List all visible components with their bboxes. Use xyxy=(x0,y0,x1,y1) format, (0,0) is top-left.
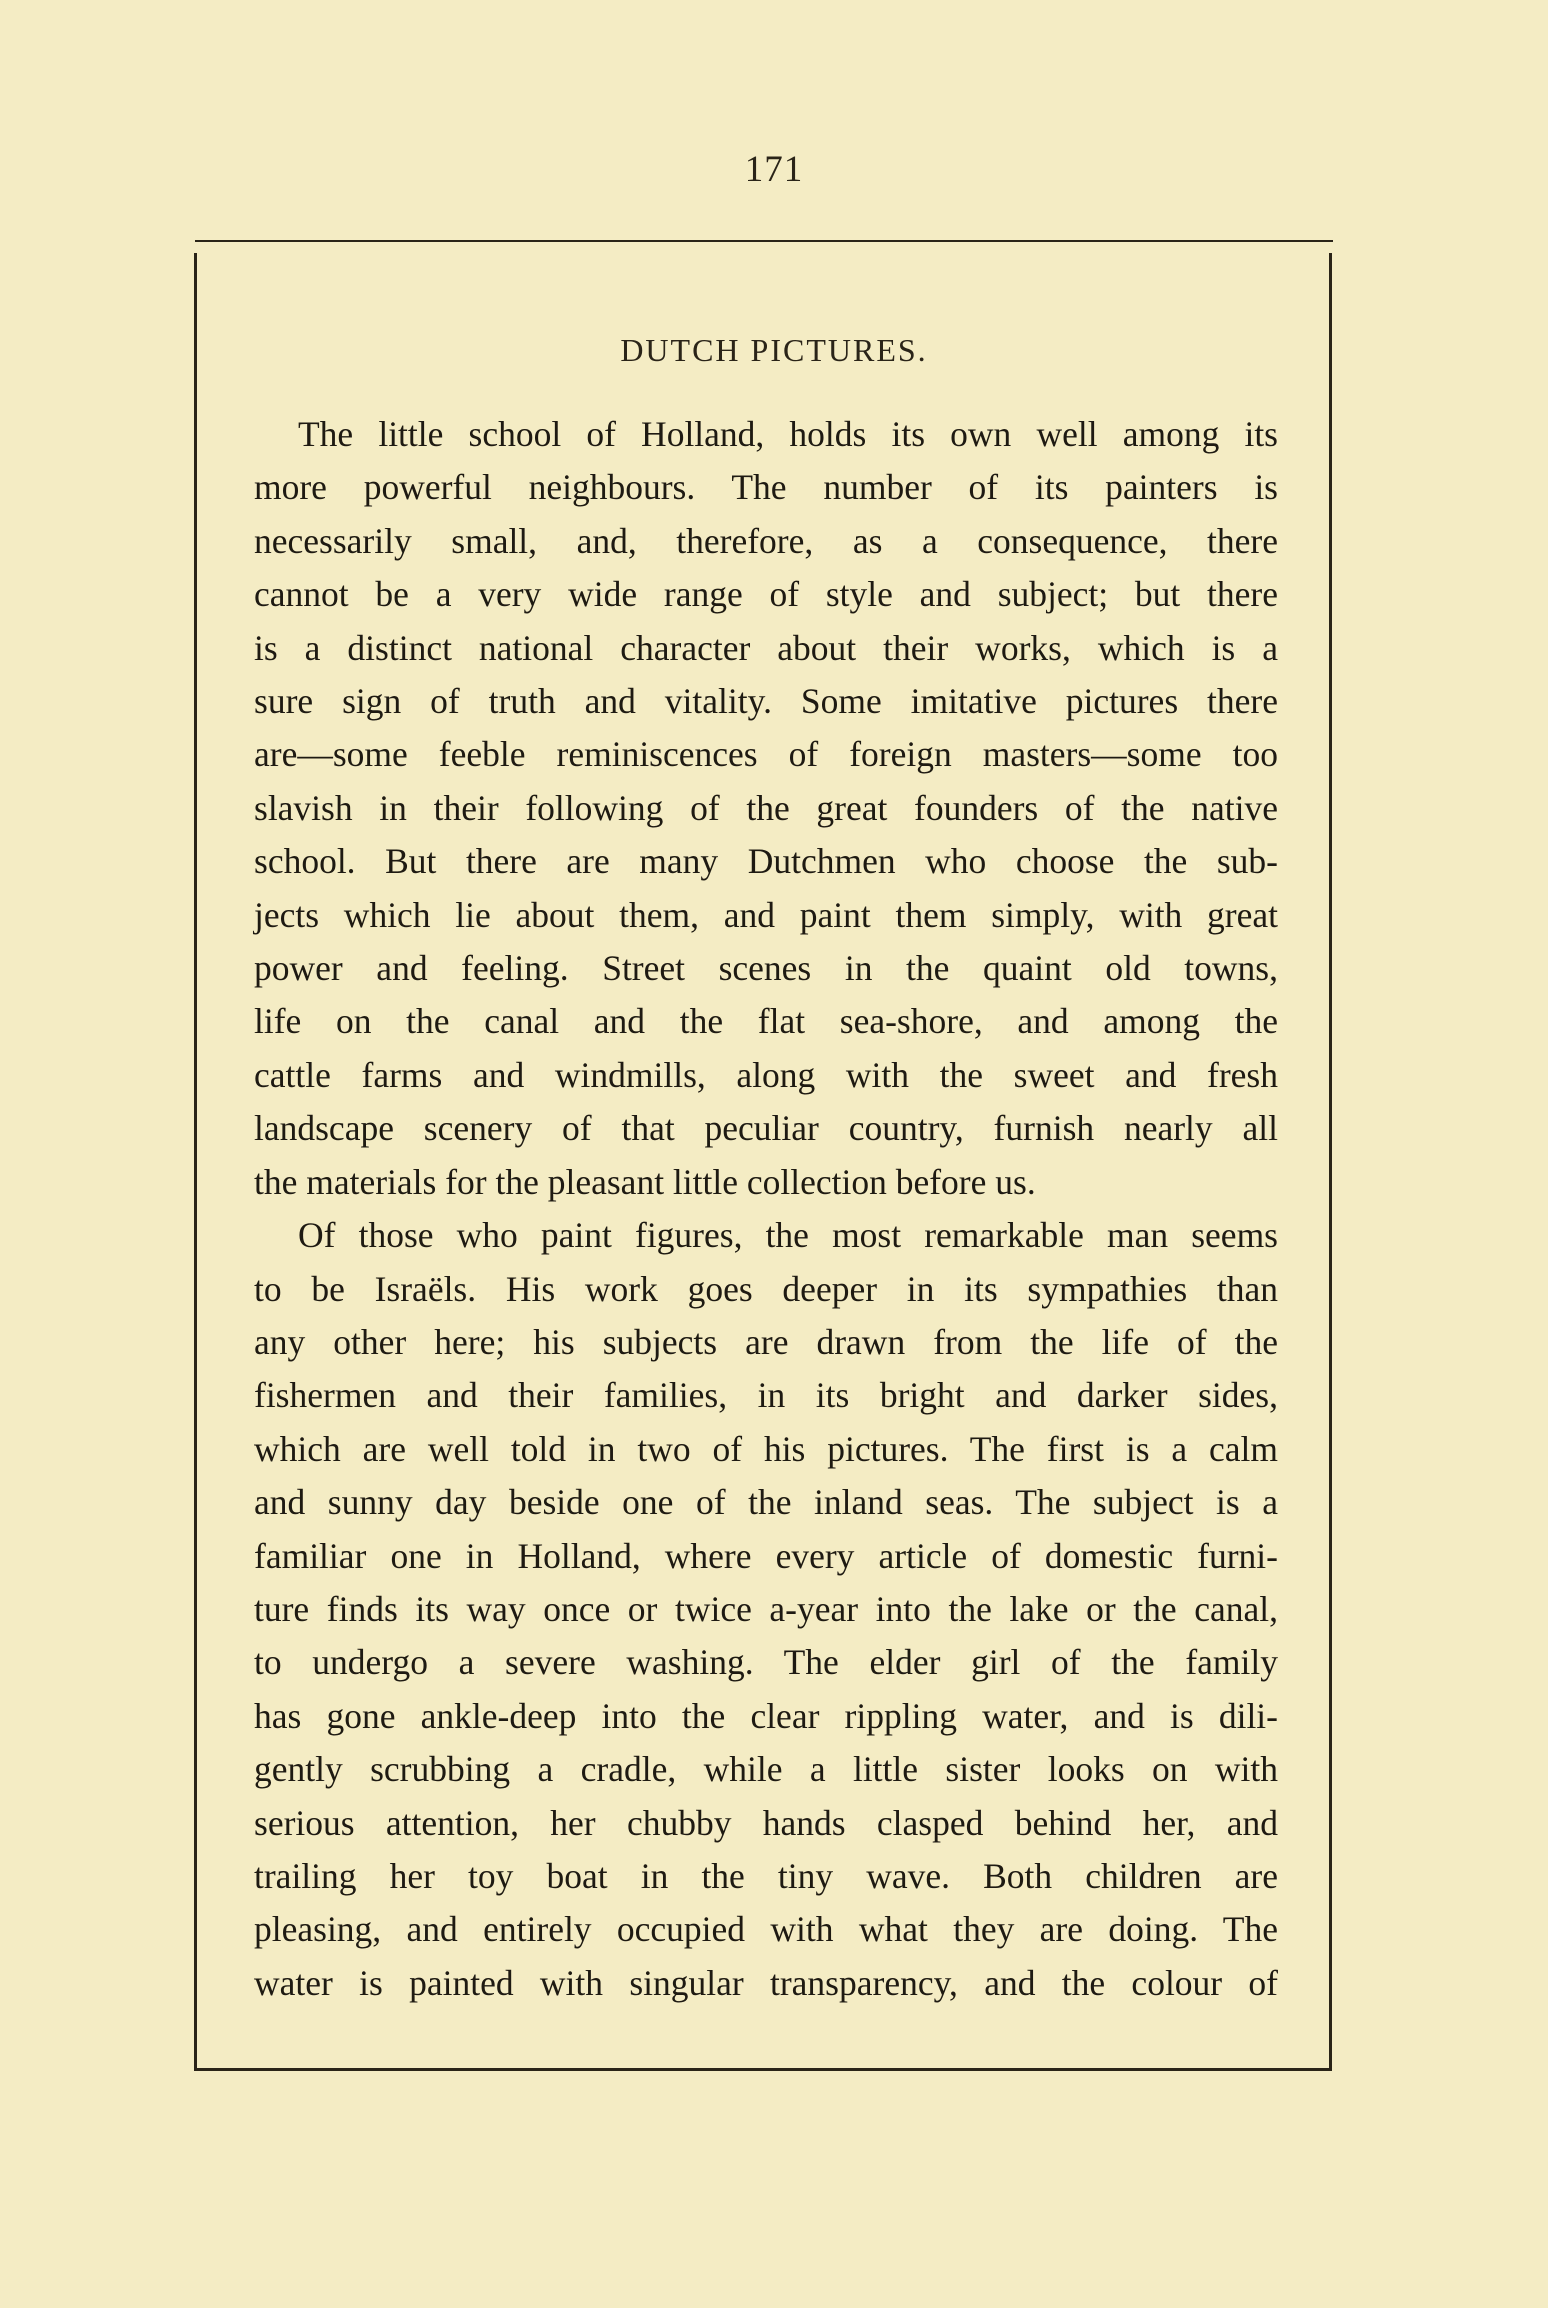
text-line: power and feeling. Street scenes in the quaint old towns, xyxy=(254,948,1278,989)
text-line: and sunny day beside one of the inland seas. The subject is a xyxy=(254,1482,1278,1523)
text-line: school. But there are many Dutchmen who choose the sub- xyxy=(254,841,1278,882)
text-line: familiar one in Holland, where every article of domestic furni- xyxy=(254,1535,1278,1576)
text-line: trailing her toy boat in the tiny wave. Both children are xyxy=(254,1855,1278,1896)
text-line: pleasing, and entirely occupied with what they are doing. The xyxy=(254,1909,1278,1950)
top-rule xyxy=(195,240,1333,242)
text-line: cattle farms and windmills, along with the sweet and fresh xyxy=(254,1054,1278,1095)
page-number: 171 xyxy=(744,149,804,190)
text-line: is a distinct national character about their works, which is a xyxy=(254,627,1278,668)
text-line: necessarily small, and, therefore, as a consequence, there xyxy=(254,520,1278,561)
text-line: to undergo a severe washing. The elder girl of the family xyxy=(254,1642,1278,1683)
text-line: water is painted with singular transparency, and the colour of xyxy=(254,1962,1278,2003)
text-line: more powerful neighbours. The number of its painters is xyxy=(254,467,1278,508)
text-line: the materials for the pleasant little collection before us. xyxy=(254,1161,1036,1202)
section-heading: DUTCH PICTURES. xyxy=(620,332,928,368)
text-line: life on the canal and the flat sea-shore, and among the xyxy=(254,1001,1278,1042)
text-line: landscape scenery of that peculiar country, furnish nearly all xyxy=(254,1108,1278,1149)
text-line: any other here; his subjects are drawn from the life of the xyxy=(254,1321,1278,1362)
text-line: has gone ankle-deep into the clear rippling water, and is dili- xyxy=(254,1695,1278,1736)
text-line: are—some feeble reminiscences of foreign masters—some too xyxy=(254,734,1278,775)
text-line: which are well told in two of his pictures. The first is a calm xyxy=(254,1428,1278,1469)
text-line: slavish in their following of the great founders of the native xyxy=(254,787,1278,828)
text-line: gently scrubbing a cradle, while a little sister looks on with xyxy=(254,1749,1278,1790)
text-line: jects which lie about them, and paint them simply, with great xyxy=(254,894,1278,935)
text-line: sure sign of truth and vitality. Some imitative pictures there xyxy=(254,681,1278,722)
text-line: The little school of Holland, holds its own well among its xyxy=(298,414,1278,454)
text-line: to be Israëls. His work goes deeper in its sympathies than xyxy=(254,1268,1278,1309)
text-line: serious attention, her chubby hands clasped behind her, and xyxy=(254,1802,1278,1843)
text-line: cannot be a very wide range of style and subject; but there xyxy=(254,574,1278,615)
body-text xyxy=(254,408,1278,2010)
text-line: fishermen and their families, in its bright and darker sides, xyxy=(254,1375,1278,1416)
text-line: Of those who paint figures, the most remarkable man seems xyxy=(298,1215,1278,1256)
text-line: ture finds its way once or twice a-year into the lake or the canal, xyxy=(254,1588,1278,1629)
